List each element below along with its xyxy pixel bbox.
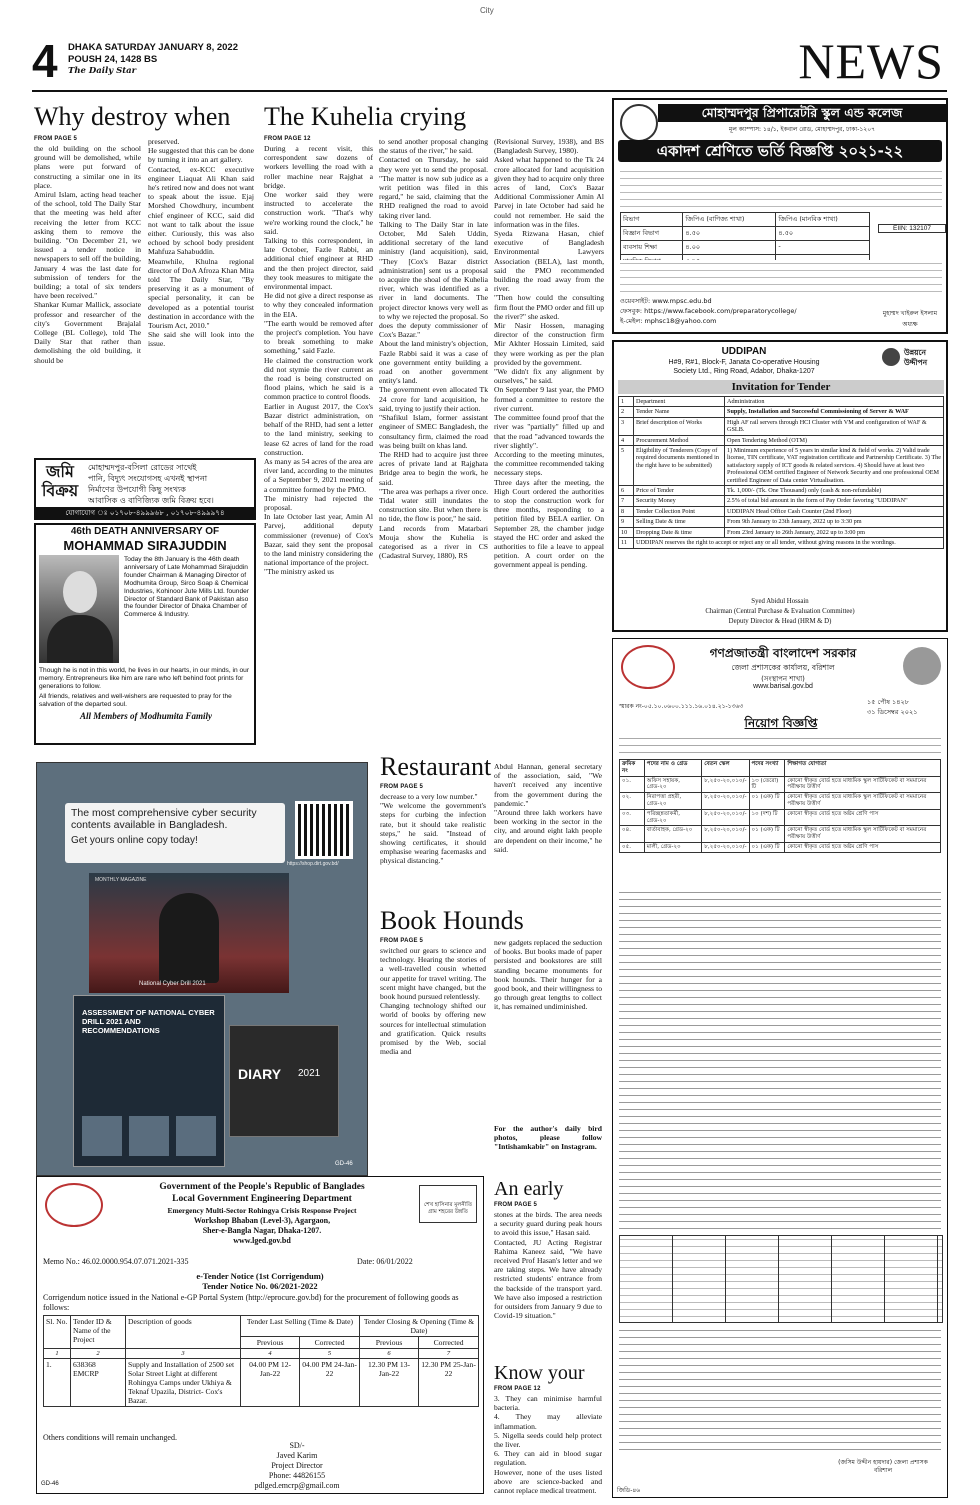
sign: (জসিম উদ্দীন হায়দার) জেলা প্রশাসক বরিশাল <box>838 1459 928 1474</box>
kicker: FROM PAGE 5 <box>34 136 78 142</box>
notice-title: নিয়োগ বিজ্ঞপ্তি <box>744 716 818 730</box>
cell: ০১ (এক) টি <box>749 842 785 852</box>
table-row <box>620 793 941 810</box>
headline-kuhelia: The Kuhelia crying <box>264 102 467 131</box>
ad-banner <box>65 803 285 863</box>
table-row <box>619 517 944 527</box>
cell: ০১ (এক) টি <box>749 793 785 810</box>
portrait-photo <box>39 555 119 663</box>
th: জিপিএ (বাণিজ্য শাখা) <box>683 213 776 227</box>
kicker: FROM PAGE 12 <box>264 136 311 142</box>
sign-title: Chairman (Central Purchase & Evaluation Committee) <box>705 608 855 615</box>
table-row <box>620 826 941 843</box>
story-column: Abdul Hannan, general secretary of the association, said, "We haven't received any incentive from the government during the pandemic." "Around three lakh workers have been working in the sector in the city, and around eight lakh people are dependent on their income," he said. <box>494 762 602 854</box>
table-header <box>620 760 941 777</box>
dept-title: Local Government Engineering Department <box>172 1194 352 1204</box>
ad-line: মোহাম্মদপুর-বসিলা রোডের সাথেই <box>88 463 197 472</box>
cell: ৪.৫০ <box>683 227 776 241</box>
section-title: NEWS <box>798 33 944 89</box>
footer-note: Others conditions will remain unchanged. <box>43 1433 177 1442</box>
table-row <box>620 842 941 852</box>
cell: 04.00 PM 24-Jan-22 <box>300 1359 360 1407</box>
cell: Selling Date & time <box>634 517 725 527</box>
cell: কোনো স্বীকৃত বোর্ড হতে অষ্টম শ্রেণি পাস <box>785 842 941 852</box>
th-sl: Sl. No. <box>44 1316 71 1349</box>
table-row <box>619 506 944 516</box>
diary-year: 2021 <box>298 1068 321 1079</box>
tender-title: Invitation for Tender <box>618 380 944 394</box>
book-title: ASSESSMENT OF NATIONAL CYBER DRILL 2021 AND RECOMMENDATIONS <box>82 1008 215 1035</box>
th: শিক্ষাগত যোগ্যতা <box>785 760 941 777</box>
col-num: 6 <box>359 1349 418 1359</box>
ad-line: নির্মাণের উপযোগী কিছু সংখ্যক <box>88 485 186 494</box>
qr-code[interactable] <box>295 801 353 859</box>
table-row <box>619 527 944 537</box>
notice-intro: Corrigendum notice issued in the National e-GP Portal System (http://eprocure.gov.bd) for the procurement of following goods as follows: <box>43 1293 459 1312</box>
cell: ০৩. <box>620 809 645 826</box>
headline-know-your: Know your <box>494 1362 585 1384</box>
th: বিভাগ <box>621 213 683 227</box>
headline-why-destroy: Why destroy when <box>34 102 231 131</box>
mujib-badge: শেখ হাসিনার মূলনীতি গ্রাম শহরের উন্নতি <box>419 1185 477 1223</box>
gov-title: গণপ্রজাতন্ত্রী বাংলাদেশ সরকার <box>709 646 857 660</box>
headline-an-early: An early <box>494 1178 564 1200</box>
logo-50 <box>45 1183 103 1227</box>
ad-quote: Though he is not in this world, he lives in our hearts, in our minds, in our memory. Entrepreneurs like him are rare who left behind foot prints for generations to follow. <box>39 667 250 690</box>
sign-email[interactable]: pdlged.emcrp@gmail.com <box>254 1481 340 1490</box>
portrait-head <box>63 571 97 613</box>
table-row <box>619 407 944 417</box>
th-corrected: Corrected <box>300 1337 360 1349</box>
fine-print <box>620 168 942 208</box>
th: জিপিএ (মানবিক শাখা) <box>776 213 870 227</box>
school-logo <box>620 104 658 142</box>
lged-tender-ad <box>36 1176 484 1494</box>
uddipan-tagline: উন্নয়নে উদ্দীপন <box>904 348 928 367</box>
th-description: Description of goods <box>126 1316 241 1349</box>
sign-title: Project Director <box>271 1461 323 1470</box>
school-email[interactable]: ই-মেইল: mphsc18@yahoo.com <box>620 317 717 325</box>
table-row <box>619 417 944 435</box>
website[interactable]: www.barisal.gov.bd <box>753 683 813 690</box>
uddipan-logo <box>882 348 900 366</box>
notice-number: Tender Notice No. 06/2021-2022 <box>202 1281 318 1291</box>
mag-label: MONTHLY MAGAZINE <box>95 877 147 883</box>
memo-date: ১৫ পৌষ ১৪২৮ <box>867 698 909 706</box>
banner-text: The most comprehensive cyber security contents available in Bangladesh. <box>71 807 257 831</box>
th-previous: Previous <box>241 1337 300 1349</box>
cell: 10 <box>619 527 634 537</box>
story-column: stones at the birds. The area needs a security guard during peak hours to avoid this issue," Hasan said. Contacted, JU Acting Registrar Rahima Kaneez said, "We have received Prof Hasan's letter and we are taking steps. We have already restricted students' entrance from the backside of the transport yard. We have also imposed a restriction for outsiders from January 9 due to Covid-19 situation." <box>494 1210 602 1321</box>
th: বেতন স্কেল <box>702 760 749 777</box>
school-facebook[interactable]: ফেসবুক: https://www.facebook.com/preparatorycollege/ <box>620 307 797 315</box>
cell: From 9th January to 23th January, 2022 up to 3:30 pm <box>725 517 944 527</box>
ad-line: পানি, বিদ্যুৎ সংযোগসহ এখনই স্থাপনা <box>88 474 208 483</box>
story-column: the old building on the school ground will be demolished, while plans were put forward of constructing a similar one in its place. Amirul Islam, acting head teacher of the school, told The Daily Star that the meeting was held after receiving the letter from KCC asking them to remove the building. "On December 21, we issued a tender notice in newspapers to sell off the building, January 4 was the last date for submission of tenders for the building; a total of six tenders have been received." Shankar Kumar Mallick, associate professor and researcher of the city's Government Brajalal College (BL College), told The Daily Star that rather than demolishing the old building, it should be <box>34 144 141 365</box>
col-num: 7 <box>419 1349 479 1359</box>
cell: Brief description of Works <box>634 417 725 435</box>
ad-code: জিডি-৪৬ <box>617 1487 641 1494</box>
school-sign: মুহাম্মদ খাইরুল ইসলাম অধ্যক্ষ <box>882 310 938 328</box>
story-column: switched our gears to science and technology. Hearing the stories of a well-travelled cousin whetted our appetite for travel writing. The scent might have changed, but the book hound pursued relentlessly. Changing technology shifted our world of books by offering new sources for intellectual stimulation and gratification. Quick results promised by the Web, social media and <box>380 946 486 1057</box>
ad-code: GD-46 <box>335 1161 353 1167</box>
cell: 2 <box>619 407 634 417</box>
cell: Supply and Installation of 2500 set Solar Street Light at different Rohingya Camps under Ukhiya & Teknaf Upazila, District- Cox's Bazar. <box>126 1359 241 1407</box>
table-row <box>619 397 944 407</box>
sign-sd: SD/- <box>289 1441 305 1450</box>
th-previous: Previous <box>359 1337 418 1349</box>
cell: 8 <box>619 506 634 516</box>
cell: High AF rail servers through HCI Cluster with VM and configuration of WAF & GSLB. <box>725 417 944 435</box>
cell: UDDIPAN reserves the right to accept or reject any or all tender, without giving reasons in the wordings. <box>634 538 944 548</box>
org-address: Society Ltd., Ring Road, Adabor, Dhaka-1207 <box>673 368 815 375</box>
cell: ৪.০০ <box>683 241 776 255</box>
cell: 638368 EMCRP <box>71 1359 126 1407</box>
uddipan-tender-ad <box>612 340 948 632</box>
school-address: মূল ক্যাম্পাস: ১৪/১, ইকবাল রোড, মোহাম্মদপুর, ঢাকা-১২০৭ <box>729 126 875 133</box>
book-thumbnails <box>82 1116 217 1156</box>
th-closing: Tender Closing & Opening (Time & Date) <box>359 1316 478 1337</box>
sign-title: Deputy Director & Head (HRM & D) <box>728 618 832 625</box>
org-name: UDDIPAN <box>721 346 767 357</box>
table-row <box>620 809 941 826</box>
section-label: City <box>480 6 494 15</box>
cell: ০৪. <box>620 826 645 843</box>
cell: বিজ্ঞান বিভাগ <box>621 227 683 241</box>
sign-phone: Phone: 44826155 <box>268 1471 326 1480</box>
th-last-selling: Tender Last Selling (Time & Date) <box>241 1316 360 1337</box>
ad-body: Today the 8th January is the 46th death anniversary of Late Mohammad Sirajuddin founder Chairman & Managing Director of Modhumita Group, Sirco Soap & Chemical Industries, Kohinoor Jute Mills Ltd. founder Director of Standard Bank of Pakistan also the founder Director of Dhaka Chamber of Commerce & Industry. <box>124 556 249 619</box>
col-num: 4 <box>241 1349 300 1359</box>
fee-table <box>619 1235 943 1323</box>
headline-restaurant: Restaurant <box>380 752 492 781</box>
cell: ৮,২৫০-২০,০১০/- <box>702 826 749 843</box>
ad-title: জমি বিক্রয় <box>41 462 79 500</box>
cell: ৮,২৫০-২০,০১০/- <box>702 776 749 793</box>
story-column: (Revisional Survey, 1938), and BS (Bangladesh Survey, 1980). Asked what happened to the Tk 24 crore allocated for land acquisition given they had to acquire only three acres of land, Cox's Bazar Additional Commissioner Amin Al Parvej in late October had said he could not remember. He said the information was in the files. Syeda Rizwana Hasan, chief executive of Bangladesh Environmental Lawyers Association (BELA), last month, said the PMO recommended building the road away from the river. "Then how could the consulting firm flout the PMO order and fill up the river?" she asked. Mir Nasir Hossen, managing director of the construction firm Mir Akhter Hossain Limited, said they were working as per the plan provided by the government. "We didn't fix any alignment by ourselves," he said. On September 9 last year, the PMO formed a committee to restore the river current. The committee found proof that the river was "partially" filled up and that the road "advanced towards the river slightly". According to the meeting minutes, the committee recommended taking necessary steps. Three days after the meeting, the High Court ordered the authorities to stop the construction work for three months, responding to a petition filed by BELA earlier. On September 28, the chamber judge stayed the HC order and asked the authorities to file a leave to appeal petition. A court order on the government appeal is pending. <box>494 137 604 570</box>
masthead-logo: The Daily Star <box>68 66 137 76</box>
ad-contact: যোগাযোগ ঃ ০১৭০৮-৪৯৯৯৬৮ , ০১৭০৮-৪৯৯৯৭৪ <box>36 507 254 518</box>
portrait-body <box>47 615 113 663</box>
cell: 2.5% of total bid amount in the form of Pay Order favoring "UDDIPAN" <box>725 496 944 506</box>
cell: 11 <box>619 538 634 548</box>
cell: নিরাপত্তা প্রহরী, গ্রেড-২০ <box>644 793 702 810</box>
table-row <box>621 241 870 255</box>
conditions-text <box>619 1327 941 1455</box>
memo-date: Date: 06/01/2022 <box>357 1257 413 1266</box>
cell: Department <box>634 397 725 407</box>
table-row <box>619 446 944 486</box>
cell: 5 <box>619 446 634 486</box>
th-tender-id: Tender ID & Name of the Project <box>71 1316 126 1349</box>
cell: Supply, Installation and Successful Commissioning of Server & WAF <box>725 407 944 417</box>
story-column: preserved. He suggested that this can be done by turning it into an art gallery. Contacted, ex-KCC executive engineer Liaquat Ali Khan said he's retired now and does not want to speak about the issue. Ejaj Morshed Chowdhury, incumbent chief engineer of KCC, said did not want to talk about the issue either. Curiously, this was also echoed by school body president Mahfuza Sahabuddin. Meanwhile, Khulna regional director of DoA Afroza Khan Mita told The Daily Star, "By preserving it as a monument of special personality, it can be developed as a potential tourist destination in accordance with the Tourism Act, 2010." She said she will look into the issue. <box>148 137 254 349</box>
col-num: 2 <box>71 1349 126 1359</box>
cell: UDDIPAN Head Office Cash Counter (2nd Floor) <box>725 506 944 516</box>
headline-book-hounds: Book Hounds <box>380 906 524 935</box>
kicker: FROM PAGE 5 <box>380 938 424 944</box>
cell: কোনো স্বীকৃত বোর্ড হতে মাধ্যমিক স্কুল সার্টিফিকেট বা সমমানের পরীক্ষায় উত্তীর্ণ <box>785 826 941 843</box>
page-number: 4 <box>32 35 58 87</box>
mujib-portrait <box>903 647 941 685</box>
cell: Tender Name <box>634 407 725 417</box>
ad-request: All friends, relatives and well-wishers are requested to pray for the salvation of the departed soul. <box>39 693 232 708</box>
school-name: মোহাম্মদপুর প্রিপারেটরি স্কুল এন্ড কলেজ <box>658 104 946 122</box>
ad-line: আবাসিক ও বাণিজ্যিক জমি বিক্রয় হবে। <box>88 496 214 505</box>
admission-banner: একাদশ শ্রেণিতে ভর্তি বিজ্ঞপ্তি ২০২১-২২ <box>618 140 942 162</box>
cell: Administration <box>725 397 944 407</box>
cell: 4 <box>619 435 634 445</box>
cell: কোনো স্বীকৃত বোর্ড হতে মাধ্যমিক স্কুল সার্টিফিকেট বা সমমানের পরীক্ষায় উত্তীর্ণ <box>785 793 941 810</box>
project-title: Emergency Multi-Sector Rohingya Crisis Response Project <box>167 1206 357 1215</box>
cell: 1) Minimum experience of 5 years in similar kind & field of works. 2) Valid trade license, TIN certificate, VAT registration certificate and Partnership Certificate. 3) The satisfactory supply of ICT goods & related services. 4) Should have at least two Professional OEM certified Engineer of Network Security and one professional OEM certified Engineer of Data center Virtualisation. <box>725 446 944 486</box>
memo-no: Memo No.: 46.02.0000.954.07.071.2021-335 <box>43 1257 189 1266</box>
col-num: 3 <box>126 1349 241 1359</box>
table-row <box>619 538 944 548</box>
diary-book <box>229 1025 339 1137</box>
cell: Dropping Date & time <box>634 527 725 537</box>
cell: মালী, গ্রেড-২০ <box>644 842 702 852</box>
anniversary-ad <box>34 523 256 745</box>
office-name: জেলা প্রশাসকের কার্যালয়, বরিশাল <box>731 663 835 672</box>
cell: পরিচ্ছন্নতাকর্মী, গ্রেড-২০ <box>644 809 702 826</box>
cell: Price of Tender <box>634 486 725 496</box>
fine-print <box>620 260 942 292</box>
cell: - <box>776 241 870 255</box>
cell: ব্যবসায় শিক্ষা <box>621 241 683 255</box>
ad-signature: All Members of Modhumita Family <box>79 711 212 721</box>
cell: ০৫. <box>620 842 645 852</box>
cell: Open Tendering Method (OTM) <box>725 435 944 445</box>
th: পদের সংখ্যা <box>749 760 785 777</box>
col-num: 5 <box>300 1349 360 1359</box>
th: ক্রমিক নং <box>620 760 645 777</box>
story-note: For the author's daily bird photos, please follow "Intishamkabir" on Instagram. <box>494 1124 602 1152</box>
dateline: DHAKA SATURDAY JANUARY 8, 2022 <box>68 42 238 53</box>
cell: 6 <box>619 486 634 496</box>
dateline-bangla: POUSH 24, 1428 BS <box>68 54 158 65</box>
cell: ৮,২৫০-২০,০১০/- <box>702 809 749 826</box>
th-corrected: Corrected <box>419 1337 479 1349</box>
table-row <box>619 486 944 496</box>
story-column: to send another proposal changing the status of the river," he said. Contacted on Thursday, he said they were yet to send the proposal. "The matter is now sub judice as a writ petition was filed in this regard," he said, claiming that the RHD realigned the road to avoid taking river land. Talking to The Daily Star in late October, Md Saleh Uddin, additional secretary of the land ministry (land acquisition), said, "They [Cox's Bazar district administration] sent us a proposal to acquire the shoal of the Kuhelia river, which was identified as a river in land documents. The project director knows very well as to why we rejected the proposal. So does the deputy commissioner of Cox's Bazar." About the land ministry's objection, Fazle Rabbi said it was a case of one government entity building a road on another government entity's land. The government even allocated Tk 24 crore for land acquisition, he said, trying to justify their action. "Shafikul Islam, former assistant engineer of SMEC Bangladesh, the consultancy firm, claimed the road was being built on khas land. The RHD had to acquire just three acres of private land at Rajghata Bridge area to begin the work, he said. "The area was perhaps a river once. Tidal water still inundates the construction site. But when there is no tide, the flow is poor," he said. Land records from Matarbari Mouja show the Kuhelia is categorised as a river in CS (Cadastral Survey, 1880), RS <box>379 137 488 561</box>
sign-name: Syed Abidul Hossain <box>751 598 809 605</box>
website[interactable]: www.lged.gov.bd <box>233 1236 291 1245</box>
cell: কোনো স্বীকৃত বোর্ড হতে মাধ্যমিক স্কুল সার্টিফিকেট বা সমমানের পরীক্ষায় উত্তীর্ণ <box>785 776 941 793</box>
cell: ৮,২৫০-২০,০১০/- <box>702 793 749 810</box>
magazine-cover <box>89 873 289 993</box>
kicker: FROM PAGE 5 <box>494 1202 538 1208</box>
cell: 04.00 PM 12-Jan-22 <box>241 1359 300 1407</box>
school-website[interactable]: ওয়েবসাইট: www.mpsc.edu.bd <box>620 297 712 305</box>
kicker: FROM PAGE 5 <box>380 784 424 790</box>
cell: 12.30 PM 25-Jan-22 <box>419 1359 479 1407</box>
cell: 9 <box>619 517 634 527</box>
ad-code: GD-46 <box>41 1481 59 1487</box>
cell: Tender Collection Point <box>634 506 725 516</box>
report-book <box>73 995 225 1167</box>
banner-cta: Get yours online copy today! <box>71 835 198 846</box>
land-sale-ad <box>34 458 256 520</box>
notice-title: e-Tender Notice (1st Corrigendum) <box>196 1271 324 1281</box>
mag-title: National Cyber Drill 2021 <box>139 981 206 987</box>
th: পদের নাম ও গ্রেড <box>644 760 702 777</box>
cell: ৮,২৫০-২০,০১০/- <box>702 842 749 852</box>
table-row <box>619 435 944 445</box>
story-column: 3. They can minimise harmful bacteria. 4. They may alleviate inflammation. 5. Nigella seeds could help protect the liver. 6. They can aid in blood sugar regulation. However, none of the uses listed above are science-backed and cannot replace medical treatment. <box>494 1394 602 1496</box>
gov-title: Government of the People's Republic of Banglades <box>159 1182 365 1192</box>
cell: 7 <box>619 496 634 506</box>
memo-date: ৩১ ডিসেম্বর ২০২১ <box>867 708 918 716</box>
uddipan-table <box>618 396 944 549</box>
office-sub: (সংস্থাপন শাখা) <box>761 675 805 683</box>
hooded-figure <box>159 893 219 983</box>
col-num: 1 <box>44 1349 71 1359</box>
cell: Tk. 1,000/- (Tk. One Thousand) only (cash & non-refundable) <box>725 486 944 496</box>
story-column: new gadgets replaced the seduction of books. But books made of paper persisted and bookstores are still standing became monuments for book hounds. Their hunger for a good book, and their willingness to go through great lengths to collect it, has remained undiminished. <box>494 938 602 1012</box>
cell: ৪.৫০ <box>776 227 870 241</box>
post-table <box>619 759 941 853</box>
logo-50 <box>621 645 675 689</box>
memo-no: স্মারক নং-০৫.১০.০৬০০.১১১.১৬.০১৪.২১-১৩৬৩ <box>619 703 744 710</box>
diary-label: DIARY <box>238 1066 282 1082</box>
cell: Security Money <box>634 496 725 506</box>
kicker: FROM PAGE 12 <box>494 1386 541 1392</box>
cell: ১০ (দশ) টি <box>749 809 785 826</box>
cell: অফিস সহায়ক, গ্রেড-২০ <box>644 776 702 793</box>
cell: 12.30 PM 13-Jan-22 <box>359 1359 418 1407</box>
table-row <box>620 776 941 793</box>
ad-title: MOHAMMAD SIRAJUDDIN <box>63 538 227 553</box>
qr-url[interactable]: https://shop.dirt.gov.bd/ <box>287 861 339 867</box>
cell: Procurement Method <box>634 435 725 445</box>
cyber-ad <box>36 762 368 1176</box>
header-rule <box>32 90 947 92</box>
address: Workshop Bhaban (Level-3), Agargaon, <box>193 1216 331 1225</box>
cell: ০১. <box>620 776 645 793</box>
cell: 1 <box>619 397 634 407</box>
fine-print <box>619 735 941 757</box>
cell: ০১ (এক) টি <box>749 826 785 843</box>
conditions-text <box>619 889 941 1229</box>
story-column: During a recent visit, this correspondent saw dozens of workers levelling the road with a roller machine near Rajghat a bridge. One worker said they were instructed to accelerate the construction work. "That's why we're working round the clock," he said. Talking to this correspondent, in late October, Fazle Rabbi, an additional chief engineer at RHD and the then project director, said they took measures to mitigate the environmental impact. He did not give a direct response as to why they concealed information in the EIA. "The earth would be removed after the project's completion. You have to break something to make something," said Fazle. He claimed the construction work did not stymie the river current as the road is being constructed on flood plains, which he said is a common practice to control floods. Earlier in August 2017, the Cox's Bazar district administration, on behalf of the RHD, had sent a letter to the land ministry, seeking to lease 62 acres of land for the road construction. As many as 54 acres of the area are river land, according to the minutes of a September 9, 2021 meeting of a committee formed by the PMO. The ministry had rejected the proposal. In late October last year, Amin Al Parvej, additional deputy commissioner (revenue) of Cox's Bazar, said they sent the proposal to the land ministry considering the national importance of the project. "The ministry asked us <box>264 144 373 577</box>
story-column: decrease to a very low number." "We welcome the government's steps for curbing the infection rate, but it should take realistic steps," he said. "Instead of showing certificates, it should emphasise wearing facemasks and physical distancing." <box>380 792 486 866</box>
barisal-recruitment-ad <box>612 638 948 1498</box>
table-row <box>621 227 870 241</box>
table-row <box>44 1359 479 1407</box>
org-address: H#9, R#1, Block-F, Janata Co-operative Housing <box>668 359 820 366</box>
cell: ১৩ (তেরো) টি <box>749 776 785 793</box>
tender-table <box>43 1315 479 1407</box>
cell: বার্তাবাহক, গ্রেড-২০ <box>644 826 702 843</box>
school-admission-ad <box>612 98 948 334</box>
cell: 1. <box>44 1359 71 1407</box>
cell: Eligibility of Tenderers (Copy of required documents mentioned in the right have to be submitted) <box>634 446 725 486</box>
ad-title: 46th DEATH ANNIVERSARY OF <box>70 526 220 537</box>
table-row <box>619 496 944 506</box>
cell: কোনো স্বীকৃত বোর্ড হতে অষ্টম শ্রেণি পাস <box>785 809 941 826</box>
cell: ০২. <box>620 793 645 810</box>
cell: From 23rd January to 26th January, 2022 up to 3:00 pm <box>725 527 944 537</box>
cell: 3 <box>619 417 634 435</box>
eiin: EIIN: 132107 <box>878 224 946 233</box>
address: Sher-e-Bangla Nagar, Dhaka-1207. <box>202 1226 322 1235</box>
sign-name: Javed Karim <box>276 1451 318 1460</box>
